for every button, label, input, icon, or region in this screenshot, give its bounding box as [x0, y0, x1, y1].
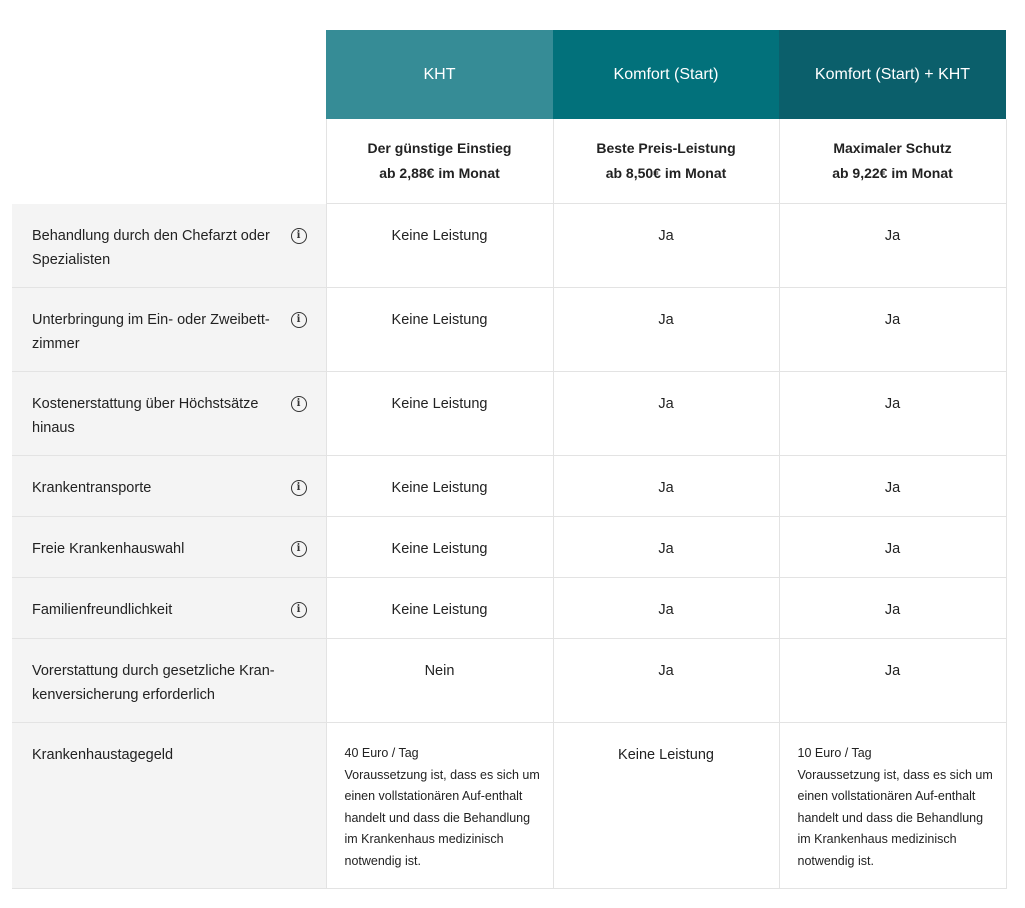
row-label	[12, 723, 326, 889]
plan-tagline: Der günstige Einstieg	[367, 140, 512, 156]
value-komfort-kht: Ja	[779, 578, 1006, 639]
plan-header-row	[12, 30, 1006, 119]
row-label	[12, 456, 326, 517]
table-row	[12, 456, 1006, 517]
row-label-text: Kostenerstattung über Höchstsätze hinaus	[32, 396, 259, 436]
value-kht: Keine Leistung	[326, 456, 553, 517]
value-komfort-kht: Ja	[779, 456, 1006, 517]
value-kht: Nein	[326, 639, 553, 723]
table-row	[12, 517, 1006, 578]
row-label-text: Vorerstattung durch gesetzliche Kran-kenversicherung erforderlich	[32, 663, 275, 703]
row-label	[12, 372, 326, 456]
table-row	[12, 288, 1006, 372]
table-row	[12, 639, 1006, 723]
row-label	[12, 517, 326, 578]
comparison-table	[12, 30, 1007, 889]
plan-tagline: Beste Preis-Leistung	[596, 140, 736, 156]
plan-tagline: Maximaler Schutz	[833, 140, 952, 156]
value-kht: Keine Leistung	[326, 288, 553, 372]
value-komfort-kht: Ja	[779, 517, 1006, 578]
info-icon[interactable]: i	[291, 228, 307, 244]
value-komfort: Keine Leistung	[553, 723, 779, 889]
value-komfort-kht: Ja	[779, 204, 1006, 288]
row-label-text: Familienfreundlichkeit	[32, 602, 173, 618]
value-komfort: Ja	[553, 204, 779, 288]
plan-summary-komfort-kht	[779, 119, 1006, 204]
allowance-amount: 40 Euro / Tag	[344, 746, 419, 760]
allowance-note: Voraussetzung ist, dass es sich um einen vollstationären Auf-enthalt handelt und dass die Behandlung im Krankenhaus medizinisch notwendig ist.	[797, 767, 993, 868]
value-komfort-kht: Ja	[779, 372, 1006, 456]
value-kht: Keine Leistung	[326, 204, 553, 288]
value-komfort: Ja	[553, 456, 779, 517]
info-icon[interactable]: i	[291, 312, 307, 328]
value-kht: Keine Leistung	[326, 517, 553, 578]
plan-header-komfort-kht: Komfort (Start) + KHT	[779, 30, 1006, 119]
row-label-text: Unterbringung im Ein- oder Zweibett-zimmer	[32, 312, 270, 352]
allowance-amount: 10 Euro / Tag	[797, 746, 872, 760]
value-komfort: Ja	[553, 639, 779, 723]
row-label	[12, 288, 326, 372]
plan-header-komfort: Komfort (Start)	[553, 30, 779, 119]
value-komfort-kht: Ja	[779, 639, 1006, 723]
row-label-text: Freie Krankenhauswahl	[32, 541, 185, 557]
allowance-note: Voraussetzung ist, dass es sich um einen vollstationären Auf-enthalt handelt und dass die Behandlung im Krankenhaus medizinisch notwendig ist.	[344, 767, 540, 868]
row-label	[12, 578, 326, 639]
info-icon[interactable]: i	[291, 541, 307, 557]
value-kht: Keine Leistung	[326, 578, 553, 639]
plan-price: ab 8,50€ im Monat	[605, 165, 727, 181]
plan-summary-kht	[326, 119, 553, 204]
value-komfort: Ja	[553, 372, 779, 456]
info-icon[interactable]: i	[291, 480, 307, 496]
value-kht	[326, 723, 553, 889]
row-label-text: Behandlung durch den Chefarzt oder Spezialisten	[32, 227, 270, 268]
row-label-text: Krankentransporte	[32, 480, 152, 496]
table-row	[12, 578, 1006, 639]
table-row	[12, 372, 1006, 456]
plan-header-kht: KHT	[326, 30, 553, 119]
info-icon[interactable]: i	[291, 396, 307, 412]
header-blank-cell	[12, 30, 326, 119]
value-kht: Keine Leistung	[326, 372, 553, 456]
plan-subheader-row	[12, 119, 1006, 204]
value-komfort: Ja	[553, 578, 779, 639]
table-row	[12, 723, 1006, 889]
value-komfort-kht	[779, 723, 1006, 889]
row-label	[12, 204, 326, 288]
table-row	[12, 204, 1006, 288]
row-label	[12, 639, 326, 723]
plan-price: ab 9,22€ im Monat	[832, 165, 953, 181]
value-komfort-kht: Ja	[779, 288, 1006, 372]
value-komfort: Ja	[553, 517, 779, 578]
plan-price: ab 2,88€ im Monat	[379, 165, 500, 181]
value-komfort: Ja	[553, 288, 779, 372]
row-label-text: Krankenhaustagegeld	[32, 747, 174, 763]
info-icon[interactable]: i	[291, 602, 307, 618]
subheader-blank-cell	[12, 119, 326, 204]
plan-summary-komfort	[553, 119, 779, 204]
